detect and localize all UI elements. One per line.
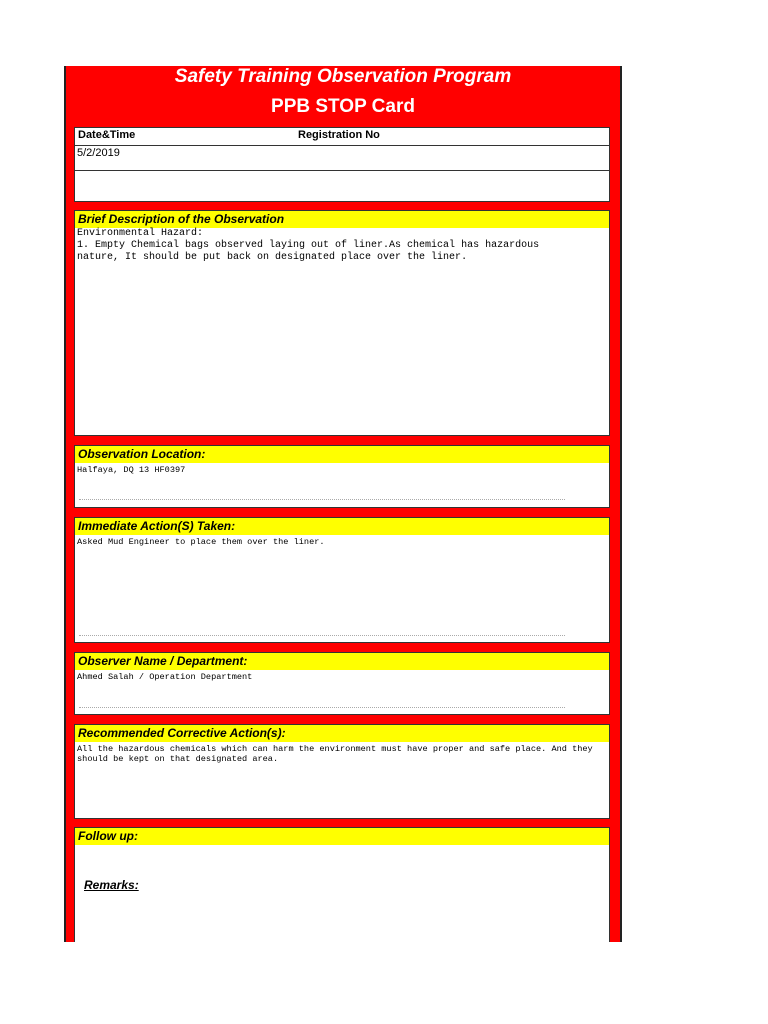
info-value-row [75,145,609,171]
observer-dotted-line [79,707,565,708]
stop-card-sheet [64,66,622,942]
description-text[interactable]: Environmental Hazard: 1. Empty Chemical bags observed laying out of liner.As chemical has hazardous nature, It should be put back on designated place over the liner. [77,228,540,263]
corrective-action-text[interactable]: All the hazardous chemicals which can harm the environment must have proper and safe place. And they should be kept on that designated area. [77,744,593,764]
corrective-action-header: Recommended Corrective Action(s): [75,725,609,742]
location-box [74,445,610,508]
info-header-row [75,128,609,146]
immediate-action-dotted-line [79,635,565,636]
description-header: Brief Description of the Observation [75,211,609,228]
corrective-action-box [74,724,610,819]
location-header: Observation Location: [75,446,609,463]
page-subtitle: PPB STOP Card [271,96,415,117]
immediate-action-box [74,517,610,643]
description-box [74,210,610,436]
location-text[interactable]: Halfaya, DQ 13 HF0397 [77,465,186,475]
date-time-label: Date&Time [78,129,136,141]
location-dotted-line [79,499,565,500]
immediate-action-header: Immediate Action(S) Taken: [75,518,609,535]
observer-text[interactable]: Ahmed Salah / Operation Department [77,672,253,682]
page-title: Safety Training Observation Program [174,66,512,87]
immediate-action-text[interactable]: Asked Mud Engineer to place them over the liner. [77,537,325,547]
observer-box [74,652,610,715]
info-box [74,127,610,202]
observer-header: Observer Name / Department: [75,653,609,670]
follow-up-box [74,827,610,942]
registration-label: Registration No [298,129,380,141]
date-value[interactable]: 5/2/2019 [77,147,120,159]
follow-up-header: Follow up: [75,828,609,845]
remarks-label: Remarks: [84,878,139,892]
